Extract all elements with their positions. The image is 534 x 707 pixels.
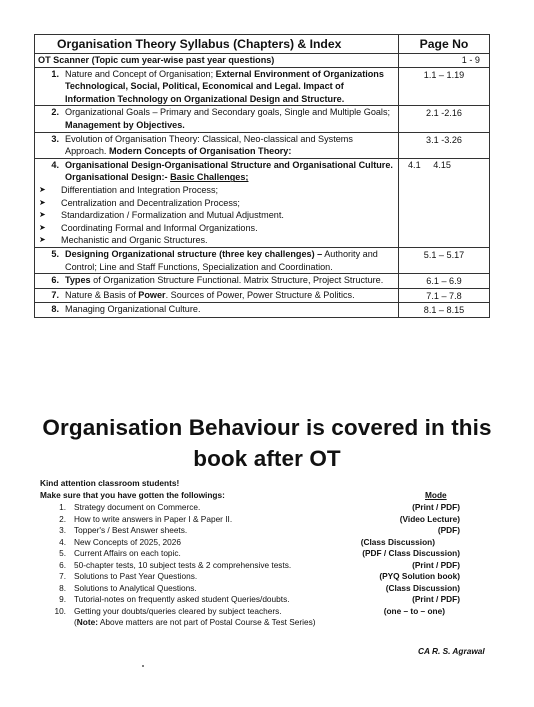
- item-number: 10.: [54, 605, 66, 616]
- item-text: Solutions to Analytical Questions.: [74, 582, 197, 593]
- item-mode: (one – to – one): [383, 605, 445, 616]
- item-number: 5.: [59, 548, 66, 558]
- list-item: [40, 514, 460, 526]
- chapter-pages: 5.1 – 5.17: [423, 249, 465, 260]
- chapter-number: 5.: [51, 248, 59, 259]
- item-text: How to write answers in Paper I & Paper II.: [74, 513, 233, 524]
- chapter-pages: 1.1 – 1.19: [423, 69, 465, 80]
- item-text: 50-chapter tests, 10 subject tests & 2 comprehensive tests.: [74, 559, 292, 570]
- chapter-bold-text: Management by Objectives.: [65, 119, 185, 130]
- chapter-underlined-text: Basic Challenges;: [170, 172, 249, 183]
- item-number: 7.: [59, 571, 66, 581]
- item-text: Tutorial-notes on frequently asked student Queries/doubts.: [74, 594, 290, 604]
- list-item: [40, 594, 460, 606]
- item-mode: (Print / PDF): [412, 559, 460, 570]
- item-text: Strategy document on Commerce.: [74, 502, 201, 512]
- list-item: [40, 606, 460, 618]
- list-item: [40, 548, 460, 560]
- arrow-bullet-icon: ➤: [39, 197, 46, 207]
- item-text: Current Affairs on each topic.: [74, 548, 181, 558]
- bullet-item: [38, 222, 395, 235]
- list-item: [40, 560, 460, 572]
- list-item: [40, 571, 460, 583]
- arrow-bullet-icon: ➤: [39, 222, 46, 232]
- item-number: 4.: [59, 536, 66, 547]
- chapter-pages: 7.1 – 7.8: [426, 290, 462, 301]
- chapter-bold-text: Designing Organizational structure (three key challenges) –: [65, 248, 323, 259]
- chapter-pages: 2.1 -2.16: [426, 108, 462, 119]
- scanner-label: OT Scanner (Topic cum year-wise past year questions): [35, 54, 399, 68]
- item-text: Getting your doubts/queries cleared by subject teachers.: [74, 605, 282, 616]
- intro-text: [40, 478, 225, 501]
- chapter-row-7: [35, 288, 490, 303]
- list-item: [40, 537, 460, 549]
- note-label: Note:: [76, 617, 98, 627]
- chapter-text-continued: . Sources of Power, Power Structure & Politics.: [165, 289, 355, 300]
- bullet-text: Differentiation and Integration Process;: [61, 184, 219, 195]
- chapter-bold-text: Types: [65, 275, 91, 286]
- chapter-pages: 3.1 -3.26: [426, 134, 462, 145]
- item-mode: (Video Lecture): [399, 513, 460, 524]
- chapter-row-6: [35, 274, 490, 289]
- syllabus-index-table: [34, 34, 490, 318]
- chapter-pages: 4.1 4.15: [408, 159, 451, 170]
- item-number: 2.: [59, 513, 66, 524]
- chapter-bold-text: Organisational Design-Organisational Structure and Organisational Culture. Organisational Design:-: [65, 159, 393, 183]
- headline-line-1: Organisation Behaviour is covered in this: [42, 415, 492, 440]
- note-open-paren: (: [74, 617, 77, 627]
- item-number: 1.: [59, 502, 66, 512]
- chapter-text: of Organization Structure Functional. Matrix Structure, Project Structure.: [90, 275, 384, 286]
- chapter-number: 1.: [51, 68, 59, 79]
- headline-line-2: book after OT: [193, 446, 341, 471]
- item-number: 8.: [59, 582, 66, 593]
- stray-dot: [142, 665, 144, 667]
- chapter-row-5: [35, 247, 490, 273]
- table-header-row: [35, 35, 490, 54]
- note-line: [40, 617, 460, 629]
- chapter-number: 8.: [51, 304, 59, 315]
- bullet-text: Centralization and Decentralization Process;: [61, 197, 240, 208]
- item-text: Topper's / Best Answer sheets.: [74, 525, 188, 535]
- chapter-number: 4.: [51, 159, 59, 170]
- scanner-row: [35, 54, 490, 68]
- headline: [0, 412, 534, 474]
- chapter-row-4: [35, 158, 490, 247]
- chapter-bold-text: External Environment of Organizations Technological, Social, Political, Economical and Legal. Impact of Information Technology on Organizational Design and Structure.: [65, 68, 384, 104]
- item-mode: (PDF): [437, 525, 460, 535]
- chapter-pages: 8.1 – 8.15: [423, 305, 465, 316]
- bullet-item: [38, 197, 395, 210]
- bullet-item: [38, 209, 395, 222]
- arrow-bullet-icon: ➤: [39, 210, 46, 220]
- chapter-text: Organizational Goals – Primary and Secondary goals, Single and Multiple Goals;: [65, 107, 391, 118]
- chapter-bold-text: Modern Concepts of Organisation Theory:: [108, 146, 292, 157]
- chapter-text: Nature & Basis of: [65, 289, 139, 300]
- chapter-row-3: [35, 132, 490, 158]
- item-mode: (Print / PDF): [412, 502, 460, 512]
- chapter-text: Authority and Control; Line and Staff Functions, Specialization and Coordination.: [65, 248, 378, 272]
- bullet-text: Coordinating Formal and Informal Organizations.: [61, 222, 258, 233]
- intro-line-1: Kind attention classroom students!: [40, 478, 180, 488]
- item-number: 3.: [59, 525, 66, 535]
- bullet-text: Standardization / Formalization and Mutual Adjustment.: [61, 210, 284, 221]
- chapter-number: 6.: [51, 275, 59, 286]
- list-item: [40, 583, 460, 595]
- bullet-text: Mechanistic and Organic Structures.: [61, 235, 208, 246]
- chapter-row-1: [35, 67, 490, 106]
- item-mode: (PDF / Class Discussion): [362, 548, 460, 558]
- chapter-text: Evolution of Organisation Theory: Classical, Neo-classical and Systems Approach.: [65, 133, 353, 157]
- item-text: Solutions to Past Year Questions.: [74, 571, 198, 581]
- chapter-pages: 6.1 – 6.9: [426, 276, 462, 287]
- item-mode: (PYQ Solution book): [379, 571, 460, 581]
- intro-line-2: Make sure that you have gotten the followings:: [40, 489, 225, 500]
- item-number: 6.: [59, 559, 66, 570]
- scanner-pages: 1 - 9: [399, 54, 490, 68]
- list-item: [40, 525, 460, 537]
- chapter-text: Nature and Concept of Organisation;: [65, 68, 216, 79]
- chapter-row-2: [35, 106, 490, 132]
- chapter-text: Managing Organizational Culture.: [65, 304, 201, 315]
- page-no-header: Page No: [399, 35, 490, 54]
- mode-header: Mode: [425, 490, 447, 500]
- item-number: 9.: [59, 594, 66, 604]
- materials-list: [40, 502, 460, 629]
- arrow-bullet-icon: ➤: [39, 184, 46, 194]
- item-text: New Concepts of 2025, 2026: [74, 536, 182, 547]
- chapter-number: 3.: [51, 133, 59, 144]
- list-item: [40, 502, 460, 514]
- chapter-row-8: [35, 303, 490, 318]
- item-mode: (Class Discussion): [385, 582, 460, 593]
- chapter-number: 7.: [51, 289, 59, 300]
- signature: CA R. S. Agrawal: [418, 646, 485, 656]
- chapter-number: 2.: [51, 107, 59, 118]
- bullet-item: [38, 184, 395, 197]
- table-title: Organisation Theory Syllabus (Chapters) & Index: [35, 35, 399, 54]
- note-text: Above matters are not part of Postal Course & Test Series): [97, 617, 316, 627]
- bullet-item: [38, 234, 395, 247]
- chapter-bold-text: Power: [138, 289, 166, 300]
- item-mode: (Class Discussion): [360, 536, 435, 547]
- arrow-bullet-icon: ➤: [39, 235, 46, 245]
- item-mode: (Print / PDF): [412, 594, 460, 604]
